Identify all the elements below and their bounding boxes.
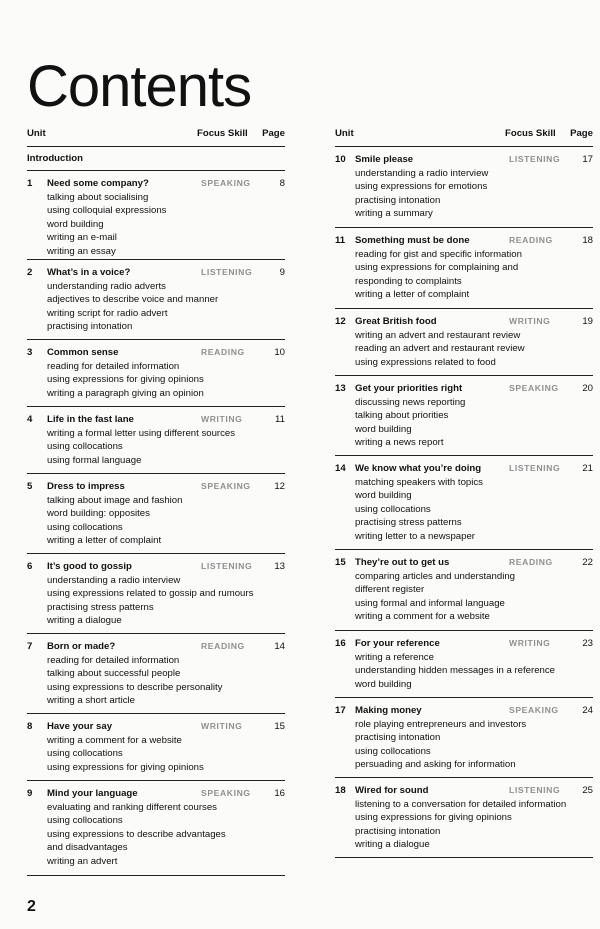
unit-heading <box>335 557 593 570</box>
unit-topic: comparing articles and understanding <box>355 571 515 582</box>
unit-entry <box>335 309 593 376</box>
unit-number: 9 <box>27 788 33 799</box>
unit-page: 9 <box>279 267 285 278</box>
unit-entry <box>27 171 285 260</box>
unit-heading <box>27 561 285 574</box>
unit-title: What’s in a voice? <box>47 267 131 278</box>
unit-topic: practising intonation <box>355 194 441 206</box>
unit-topics <box>355 476 593 543</box>
column-header <box>27 128 285 147</box>
page-header: Page <box>570 128 593 139</box>
focus-skill: LISTENING <box>201 561 253 571</box>
unit-topic: using expressions for giving opinions <box>47 761 204 773</box>
unit-topic: using collocations <box>355 745 431 757</box>
focus-skill: SPEAKING <box>509 705 559 715</box>
unit-topics <box>355 651 593 691</box>
focus-skill: LISTENING <box>201 267 253 277</box>
unit-title: Get your priorities right <box>355 383 463 394</box>
unit-topic: using collocations <box>47 441 123 453</box>
unit-topic: writing a summary <box>355 208 433 220</box>
column-header <box>335 128 593 147</box>
unit-topic: word building <box>355 490 412 502</box>
focus-skill: WRITING <box>201 414 243 424</box>
unit-title: Common sense <box>47 347 119 358</box>
unit-topic: different register <box>355 584 425 596</box>
unit-topic: writing an essay <box>47 245 116 257</box>
unit-list-right <box>335 147 593 858</box>
unit-heading <box>335 705 593 718</box>
unit-topic: using formal language <box>47 454 142 466</box>
unit-topic: responding to complaints <box>355 275 462 287</box>
unit-heading <box>27 641 285 654</box>
unit-heading <box>27 267 285 280</box>
unit-heading <box>335 383 593 396</box>
unit-topic: word building <box>355 423 412 435</box>
unit-topics <box>47 654 285 708</box>
unit-topic: using expressions related to gossip and rumours <box>47 588 254 600</box>
unit-topic: matching speakers with topics <box>355 477 483 488</box>
focus-skill: READING <box>509 557 553 567</box>
unit-topics <box>355 248 593 302</box>
unit-topic: talking about image and fashion <box>47 495 183 506</box>
unit-heading <box>27 414 285 427</box>
unit-topic: using collocations <box>47 815 123 827</box>
unit-topics <box>47 574 285 628</box>
unit-number: 14 <box>335 463 346 474</box>
unit-heading <box>27 481 285 494</box>
unit-page: 10 <box>274 347 285 358</box>
unit-header: Unit <box>27 128 46 139</box>
unit-topic: word building <box>355 678 412 690</box>
unit-page: 14 <box>274 641 285 652</box>
focus-skill: SPEAKING <box>509 383 559 393</box>
unit-number: 18 <box>335 785 346 796</box>
unit-number: 6 <box>27 561 33 572</box>
unit-topic: talking about successful people <box>47 668 181 680</box>
unit-entry <box>335 456 593 550</box>
unit-title: For your reference <box>355 638 440 649</box>
unit-topics <box>355 570 593 624</box>
unit-topic: using expressions for complaining and <box>355 262 519 274</box>
unit-title: Smile please <box>355 154 414 165</box>
unit-page: 8 <box>279 178 285 189</box>
unit-title: It’s good to gossip <box>47 561 132 572</box>
unit-topics <box>47 360 285 400</box>
unit-topics <box>355 167 593 221</box>
unit-topic: using expressions to describe personality <box>47 681 223 693</box>
unit-entry <box>27 781 285 876</box>
unit-topic: using expressions for giving opinions <box>355 812 512 824</box>
unit-number: 1 <box>27 178 33 189</box>
unit-topic: practising stress patterns <box>47 601 154 613</box>
unit-topic: using expressions for emotions <box>355 181 488 193</box>
unit-title: Need some company? <box>47 178 149 189</box>
unit-topic: writing a formal letter using different sources <box>47 428 236 439</box>
unit-topic: discussing news reporting <box>355 397 466 408</box>
unit-topic: writing a dialogue <box>47 615 122 627</box>
unit-topics <box>355 718 593 772</box>
unit-entry <box>27 260 285 340</box>
unit-entry <box>335 147 593 228</box>
contents-column-right <box>335 128 593 858</box>
introduction-entry: Introduction <box>27 147 285 171</box>
unit-heading <box>335 785 593 798</box>
unit-page: 12 <box>274 481 285 492</box>
unit-page: 13 <box>274 561 285 572</box>
unit-entry <box>335 228 593 309</box>
unit-topic: talking about priorities <box>355 410 449 422</box>
page-header: Page <box>262 128 285 139</box>
unit-topic: evaluating and ranking different courses <box>47 802 217 813</box>
unit-number: 3 <box>27 347 33 358</box>
unit-topic: writing an advert <box>47 855 118 867</box>
unit-topics <box>47 734 285 774</box>
unit-topic: persuading and asking for information <box>355 759 516 771</box>
unit-topic: reading an advert and restaurant review <box>355 343 525 355</box>
unit-topic: understanding hidden messages in a reference <box>355 665 556 677</box>
unit-topic: talking about socialising <box>47 192 149 203</box>
unit-entry <box>27 407 285 474</box>
unit-topic: adjectives to describe voice and manner <box>47 294 219 306</box>
unit-topic: reading for gist and specific information <box>355 249 522 260</box>
unit-heading <box>27 347 285 360</box>
unit-heading <box>335 235 593 248</box>
unit-page: 22 <box>582 557 593 568</box>
unit-heading <box>27 788 285 801</box>
unit-topics <box>47 427 285 467</box>
focus-skill-header: Focus Skill <box>197 128 248 139</box>
focus-skill: LISTENING <box>509 463 561 473</box>
unit-topic: practising intonation <box>47 321 133 333</box>
unit-title: Dress to impress <box>47 481 125 492</box>
unit-entry <box>27 714 285 781</box>
unit-topic: writing a reference <box>355 652 434 663</box>
unit-heading <box>335 154 593 167</box>
unit-heading <box>335 316 593 329</box>
unit-title: Wired for sound <box>355 785 429 796</box>
unit-title: Making money <box>355 705 422 716</box>
unit-title: Life in the fast lane <box>47 414 134 425</box>
unit-topic: and disadvantages <box>47 842 128 854</box>
unit-number: 5 <box>27 481 33 492</box>
focus-skill: READING <box>201 641 245 651</box>
unit-number: 11 <box>335 235 346 246</box>
contents-column-left <box>27 128 285 876</box>
unit-title: Great British food <box>355 316 437 327</box>
focus-skill: SPEAKING <box>201 178 251 188</box>
unit-topic: writing a dialogue <box>355 839 430 851</box>
unit-heading <box>27 178 285 191</box>
unit-page: 19 <box>582 316 593 327</box>
unit-entry <box>27 554 285 634</box>
unit-number: 15 <box>335 557 346 568</box>
unit-topics <box>47 191 285 258</box>
unit-topic: using collocations <box>355 503 431 515</box>
unit-title: We know what you’re doing <box>355 463 482 474</box>
unit-entry <box>335 376 593 456</box>
unit-title: Have your say <box>47 721 113 732</box>
unit-entry <box>335 778 593 858</box>
unit-topic: using colloquial expressions <box>47 205 167 217</box>
focus-skill: READING <box>509 235 553 245</box>
unit-topics <box>47 494 285 548</box>
unit-topic: using formal and informal language <box>355 597 505 609</box>
unit-topic: using collocations <box>47 521 123 533</box>
unit-page: 21 <box>582 463 593 474</box>
unit-number: 17 <box>335 705 346 716</box>
unit-number: 7 <box>27 641 33 652</box>
unit-topics <box>47 801 285 868</box>
unit-title: They’re out to get us <box>355 557 450 568</box>
unit-number: 12 <box>335 316 346 327</box>
unit-topic: writing an advert and restaurant review <box>355 330 521 341</box>
unit-topic: writing a comment for a website <box>47 735 182 746</box>
unit-page: 23 <box>582 638 593 649</box>
focus-skill: SPEAKING <box>201 481 251 491</box>
unit-heading <box>335 463 593 476</box>
unit-topic: writing a letter of complaint <box>355 289 470 301</box>
unit-page: 15 <box>274 721 285 732</box>
unit-topic: using expressions for giving opinions <box>47 374 204 386</box>
unit-entry <box>27 340 285 407</box>
page-number: 2 <box>27 898 36 915</box>
page-title: Contents <box>27 54 252 119</box>
unit-number: 8 <box>27 721 33 732</box>
focus-skill-header: Focus Skill <box>505 128 556 139</box>
unit-topic: listening to a conversation for detailed information <box>355 799 567 810</box>
unit-topic: using expressions to describe advantages <box>47 828 226 840</box>
unit-number: 4 <box>27 414 33 425</box>
unit-page: 16 <box>274 788 285 799</box>
unit-topic: writing letter to a newspaper <box>355 530 475 542</box>
unit-topics <box>355 396 593 450</box>
focus-skill: READING <box>201 347 245 357</box>
focus-skill: WRITING <box>509 638 551 648</box>
unit-entry <box>335 631 593 698</box>
unit-topic: writing a short article <box>47 695 135 707</box>
unit-topics <box>47 280 285 334</box>
unit-number: 13 <box>335 383 346 394</box>
unit-page: 24 <box>582 705 593 716</box>
unit-entry <box>27 474 285 554</box>
unit-page: 20 <box>582 383 593 394</box>
unit-heading <box>27 721 285 734</box>
unit-topic: practising intonation <box>355 825 441 837</box>
unit-entry <box>27 634 285 714</box>
unit-topic: understanding radio adverts <box>47 281 166 292</box>
unit-title: Born or made? <box>47 641 116 652</box>
unit-topic: word building: opposites <box>47 508 150 520</box>
unit-topic: practising stress patterns <box>355 517 462 529</box>
unit-list-left <box>27 171 285 876</box>
unit-topic: understanding a radio interview <box>47 575 181 586</box>
focus-skill: LISTENING <box>509 154 561 164</box>
unit-topics <box>355 329 593 369</box>
unit-topic: writing a letter of complaint <box>47 535 162 547</box>
unit-page: 11 <box>275 414 285 425</box>
unit-entry <box>335 698 593 778</box>
unit-topic: writing an e-mail <box>47 232 117 244</box>
unit-number: 10 <box>335 154 346 165</box>
unit-page: 17 <box>582 154 593 165</box>
unit-topic: role playing entrepreneurs and investors <box>355 719 527 730</box>
unit-title: Something must be done <box>355 235 470 246</box>
unit-page: 18 <box>582 235 593 246</box>
unit-topic: writing a paragraph giving an opinion <box>47 387 204 399</box>
unit-topic: writing a news report <box>355 437 444 449</box>
unit-number: 2 <box>27 267 33 278</box>
unit-topic: writing script for radio advert <box>47 307 168 319</box>
unit-entry <box>335 550 593 631</box>
unit-topic: using collocations <box>47 748 123 760</box>
unit-title: Mind your language <box>47 788 138 799</box>
unit-topic: understanding a radio interview <box>355 168 489 179</box>
unit-page: 25 <box>582 785 593 796</box>
unit-header: Unit <box>335 128 354 139</box>
unit-topic: practising intonation <box>355 732 441 744</box>
unit-topic: reading for detailed information <box>47 655 180 666</box>
unit-topic: using expressions related to food <box>355 356 496 368</box>
focus-skill: WRITING <box>201 721 243 731</box>
focus-skill: SPEAKING <box>201 788 251 798</box>
unit-topic: word building <box>47 218 104 230</box>
unit-heading <box>335 638 593 651</box>
unit-topics <box>355 798 593 852</box>
unit-topic: reading for detailed information <box>47 361 180 372</box>
unit-number: 16 <box>335 638 346 649</box>
focus-skill: LISTENING <box>509 785 561 795</box>
unit-topic: writing a comment for a website <box>355 611 490 623</box>
focus-skill: WRITING <box>509 316 551 326</box>
